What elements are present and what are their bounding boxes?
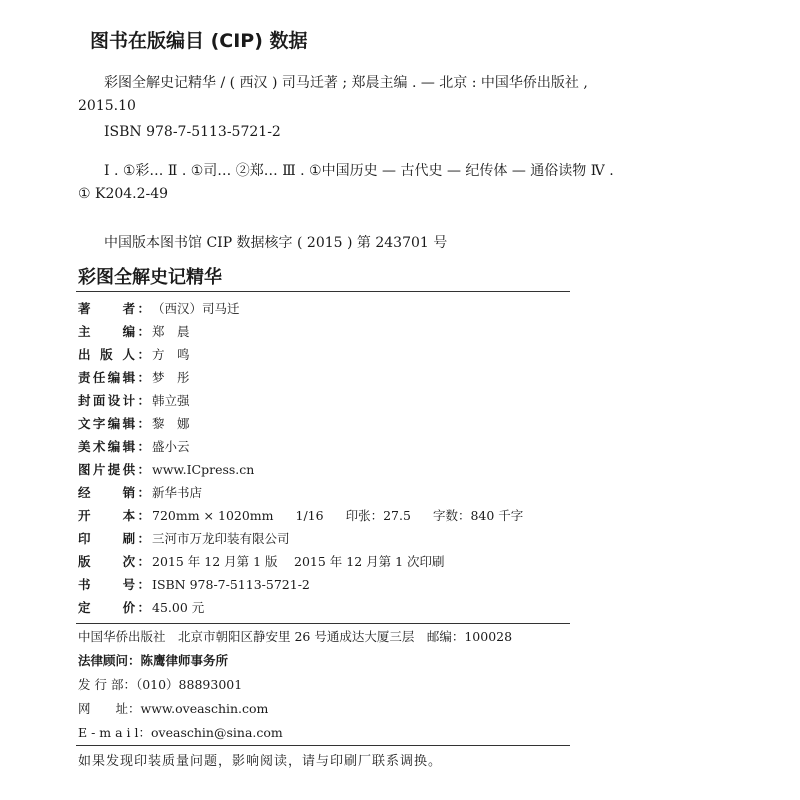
detail-value: 韩立强: [152, 393, 190, 408]
detail-label: 图片提供：: [78, 462, 150, 477]
detail-art-editor: [78, 436, 190, 458]
title-divider: [76, 291, 570, 292]
cip-heading: 图书在版编目 (CIP) 数据: [90, 30, 308, 52]
distribution-phone: [78, 675, 242, 693]
detail-label: 主 编：: [78, 324, 150, 339]
publisher-address: 中国华侨出版社 北京市朝阳区静安里 26 号通成达大厦三层 邮编：100028: [78, 629, 513, 644]
website-label: 网 址：: [78, 701, 141, 716]
detail-text-editor: [78, 413, 190, 435]
email-label: E - m a i l：: [78, 725, 152, 740]
detail-image-provider: [78, 459, 254, 481]
details-divider: [76, 623, 570, 624]
cip-isbn: ISBN 978-7-5113-5721-2: [104, 124, 281, 140]
cip-classification-code: ① K204.2-49: [78, 186, 169, 202]
detail-author: [78, 298, 240, 320]
detail-value: 三河市万龙印装有限公司: [152, 531, 290, 546]
cip-classification: Ⅰ . ①彩… Ⅱ . ①司… ②郑… Ⅲ . ①中国历史 — 古代史 — 纪传体 — 通俗读物 Ⅳ .: [104, 163, 614, 179]
quality-notice: 如果发现印装质量问题，影响阅读，请与印刷厂联系调换。: [78, 754, 443, 769]
detail-label: 版 次：: [78, 554, 150, 569]
website: [78, 699, 268, 717]
detail-value: 梦 彤: [152, 370, 190, 385]
detail-value: 新华书店: [152, 485, 203, 500]
format-fold: 1/16: [295, 508, 324, 523]
detail-cover-design: [78, 390, 190, 412]
detail-responsible-editor: [78, 367, 190, 389]
distribution-value: （010）88893001: [135, 677, 243, 692]
website-link[interactable]: www.oveaschin.com: [140, 701, 269, 716]
detail-value: 45.00 元: [152, 600, 205, 615]
detail-value: 盛小云: [152, 439, 190, 454]
detail-label: 开 本：: [78, 508, 150, 523]
detail-value: www.ICpress.cn: [152, 462, 255, 477]
detail-editor: [78, 321, 190, 343]
detail-label: 美术编辑：: [78, 439, 150, 454]
format-sheets: 印张：27.5: [345, 508, 411, 523]
detail-value: 郑 晨: [152, 324, 190, 339]
cip-record-date: 2015.10: [78, 98, 136, 114]
detail-label: 书 号：: [78, 577, 150, 592]
detail-book-number: [78, 574, 310, 596]
detail-label: 定 价：: [78, 600, 150, 615]
book-title: 彩图全解史记精华: [78, 267, 222, 288]
format-size: 720mm × 1020mm: [152, 508, 274, 523]
cip-record-line: 彩图全解史记精华 / ( 西汉 ) 司马迁著 ; 郑晨主编 . — 北京 : 中国华侨出版社 ,: [104, 75, 588, 91]
distribution-label: 发 行 部：: [78, 677, 136, 692]
detail-label: 文字编辑：: [78, 416, 150, 431]
detail-publisher-person: [78, 344, 190, 366]
legal-counsel: 法律顾问：陈鹰律师事务所: [78, 653, 229, 668]
detail-label: 著 者：: [78, 301, 150, 316]
detail-printer: [78, 528, 290, 550]
detail-label: 责任编辑：: [78, 370, 150, 385]
detail-label: 封面设计：: [78, 393, 150, 408]
format-words: 字数：840 千字: [432, 508, 524, 523]
detail-format: [78, 505, 523, 527]
cip-verification-number: 中国版本图书馆 CIP 数据核字 ( 2015 ) 第 243701 号: [104, 235, 448, 251]
detail-price: [78, 597, 204, 619]
detail-value: 2015 年 12 月第 1 版 2015 年 12 月第 1 次印刷: [152, 554, 445, 569]
detail-distributor: [78, 482, 202, 504]
detail-value: ISBN 978-7-5113-5721-2: [152, 577, 310, 592]
detail-value: 黎 娜: [152, 416, 190, 431]
detail-label: 印 刷：: [78, 531, 150, 546]
detail-value: （西汉）司马迁: [152, 301, 240, 316]
detail-label: 出 版 人：: [78, 347, 150, 362]
detail-edition: [78, 551, 445, 573]
detail-value: 方 鸣: [152, 347, 190, 362]
email-link[interactable]: oveaschin@sina.com: [151, 725, 283, 740]
notice-divider: [76, 745, 570, 746]
detail-label: 经 销：: [78, 485, 150, 500]
email: [78, 723, 283, 741]
